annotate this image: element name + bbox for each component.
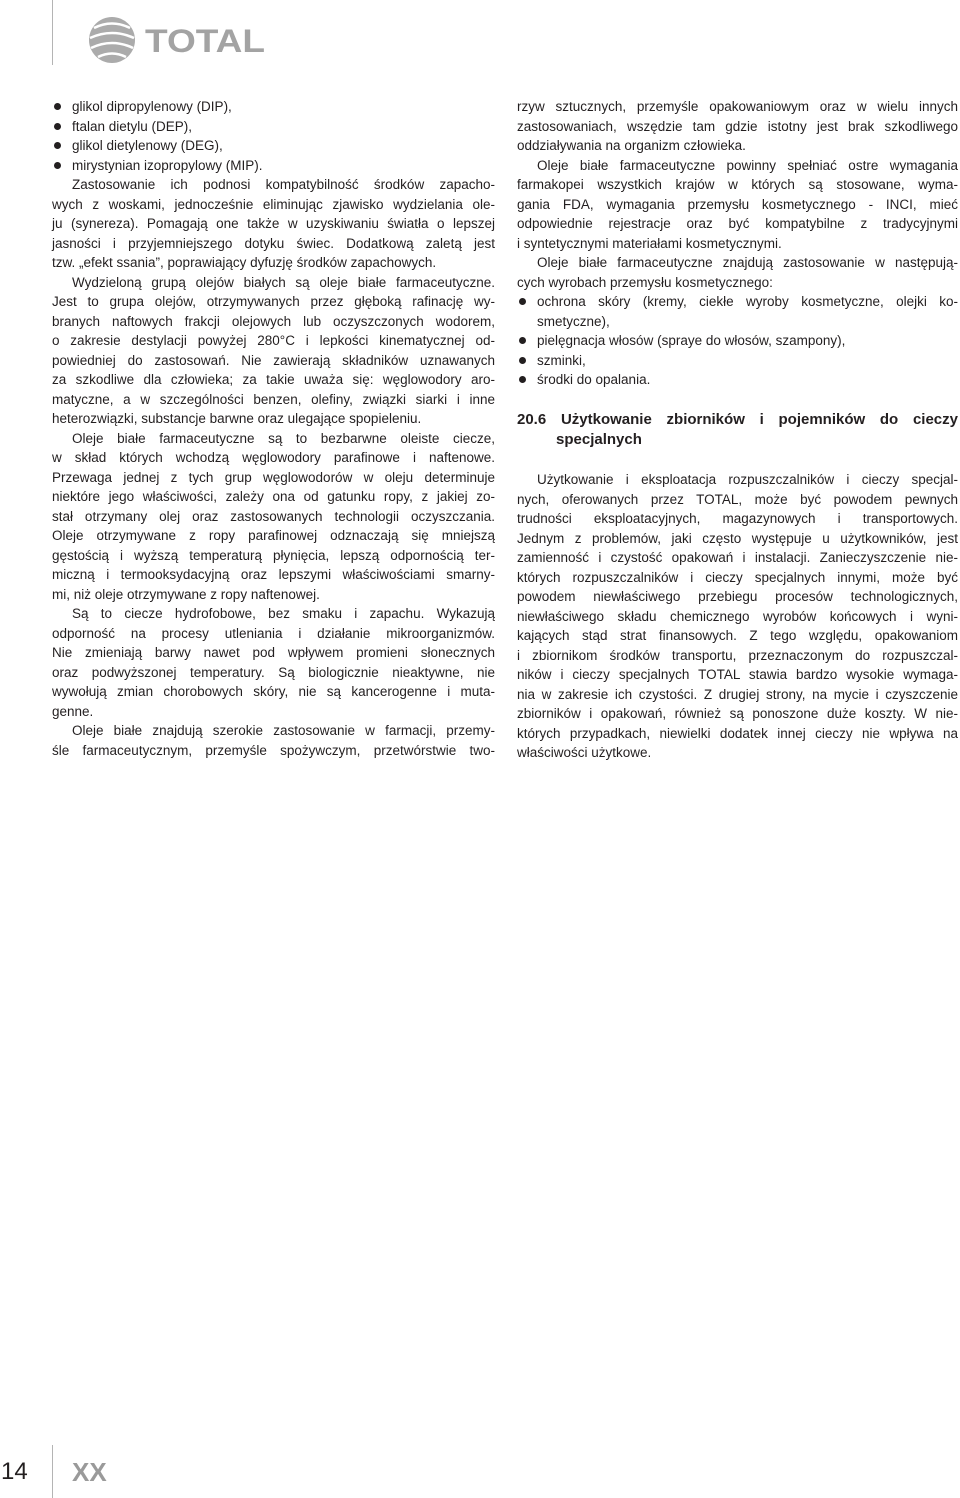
paragraph [517, 253, 958, 292]
text-line: i zbiornikom środków transportu, przeznaczonym do rozpuszczal- [517, 647, 958, 663]
bullet-item [517, 370, 958, 390]
section-code: XX [72, 1457, 107, 1487]
text-line: miczną i termooksydacyjną oraz lepszymi właściwościami smarny- [52, 567, 495, 582]
text-line: nych, oferowanych przez TOTAL, może być powodem pewnych [517, 491, 958, 507]
bullet-item [517, 292, 958, 331]
text-line: których rozpuszczalników i cieczy specjalnych innymi, może być [517, 569, 958, 585]
bullet-item [52, 136, 495, 156]
left-column [52, 97, 495, 760]
text-line: oraz podwyższonej temperatury. Są biologicznie nieaktywne, nie [52, 664, 495, 680]
section-heading-line-1 [517, 410, 958, 430]
section-heading [517, 410, 958, 450]
text-line: heterozwiązki, substancje barwne oraz ulegające spopieleniu. [52, 411, 422, 426]
total-logo [80, 14, 280, 70]
logo-wordmark: TOTAL [145, 23, 265, 59]
text-line: wych z woskami, jednocześnie eliminując zjawisko wydzielania ole- [52, 196, 495, 212]
text-line: Są to ciecze hydrofobowe, bez smaku i zapachu. Wykazują [72, 606, 495, 621]
text-line: gęstością i wyższą temperaturą płynięcia, lepszą odpornością ter- [52, 547, 495, 563]
text-line: stał otrzymany olej oraz zastosowanych technologii oczyszczania. [52, 508, 495, 524]
right-column [517, 97, 958, 763]
bullet-list [517, 292, 958, 390]
text-line: farmakopei wszystkich krajów w których są stosowane, wyma- [517, 177, 958, 192]
text-line: genne. [52, 703, 94, 719]
text-line: właściwości użytkowe. [517, 745, 652, 760]
paragraph [52, 273, 495, 429]
text-line: matyczne, a w szczególności benzen, olefiny, związki siarki i inne [52, 391, 495, 407]
text-line: odporność na procesy utleniania i działanie mikroorganizmów. [52, 625, 495, 641]
bullet-item [52, 97, 495, 117]
text-line: mi, niż oleje otrzymywane z ropy naftenowej. [52, 586, 320, 602]
text-line: Oleje białe farmaceutyczne znajdują zastosowanie w następują- [537, 255, 958, 270]
text-line: za szkodliwe dla człowieka; za takie uważa się: węglowodory aro- [52, 372, 495, 387]
text-line: ju (synereza). Pomagają one także w uzyskiwaniu światła o lepszej [52, 216, 495, 231]
bullet-item [52, 117, 495, 137]
text-line: smetyczne), [537, 313, 610, 329]
footer-divider [52, 1445, 53, 1498]
text-line: ftalan dietylu (DEP), [72, 118, 193, 134]
text-line: Wydzieloną grupą olejów białych są oleje białe farmaceutyczne. [72, 274, 495, 290]
section-paragraph [517, 470, 958, 763]
text-line: zastosowaniach, wszędzie tam gdzie istotny jest brak szkodliwego [517, 118, 958, 134]
paragraph-continuation [517, 97, 958, 156]
globe-emblem-icon [89, 17, 135, 63]
section-number: 20.6 [517, 411, 547, 428]
text-line: Oleje otrzymywane z ropy parafinowej odznaczają się mniejszą [52, 528, 495, 543]
text-line: niektóre jego właściwości, zależy ona od gatunku ropy, z jakiej zo- [52, 489, 495, 504]
bullet-item [517, 331, 958, 351]
text-line: cych wyrobach przemysłu kosmetycznego: [517, 274, 773, 290]
text-line: o zakresie destylacji powyżej 280°C i lepkości kinematycznej od- [52, 333, 495, 348]
text-line: rzyw sztucznych, przemyśle opakowaniowym oraz w wielu innych [517, 99, 958, 114]
text-line: glikol dipropylenowy (DIP), [72, 99, 232, 114]
text-line: gania FDA, wymagania przemysłu kosmetycznego - INCI, mieć [517, 196, 958, 212]
text-line: śle farmaceutycznym, przemyśle spożywczym, przetwórstwie two- [52, 742, 495, 758]
paragraph [52, 604, 495, 721]
text-line: ników i cieczy specjalnych TOTAL stawia bardzo wysokie wymaga- [517, 667, 958, 682]
header-divider [52, 0, 53, 65]
section-title-line-2: specjalnych [556, 431, 642, 448]
text-line: w skład których wchodzą węglowodory parafinowe i naftenowe. [52, 450, 495, 465]
paragraph [52, 175, 495, 273]
text-line: Przewaga jednej z tych grup węglowodorów w oleju determinuje [52, 469, 495, 485]
bullet-item [52, 156, 495, 176]
text-line: zbiorników i opakowań, również są ponoszone duże koszty. W nie- [517, 706, 958, 721]
text-line: Użytkowanie i eksploatacja rozpuszczalników i cieczy specjal- [537, 472, 958, 487]
text-line: niewłaściwego składu chemicznego wyrobów końcowych i wyni- [517, 608, 958, 624]
text-line: Nie zmieniają barwy nawet pod wpływem promieni słonecznych [52, 645, 495, 660]
text-line: tzw. „efekt ssania”, poprawiający dyfuzję środków zapachowych. [52, 255, 437, 270]
text-line: Oleje białe znajdują szerokie zastosowanie w farmacji, przemy- [72, 723, 495, 738]
page-number: 14 [1, 1458, 28, 1485]
text-line: trudności eksploatacyjnych, magazynowych i transportowych. [517, 511, 958, 526]
text-line: Jest to grupa olejów, otrzymywanych przez głęboką rafinację wy- [52, 294, 495, 309]
text-line: i syntetycznymi materiałami kosmetycznymi. [517, 235, 782, 251]
text-line: Oleje białe farmaceutyczne powinny spełniać ostre wymagania [537, 157, 958, 173]
text-line: glikol dietylenowy (DEG), [72, 138, 223, 153]
paragraph [517, 156, 958, 254]
text-line: powiedniej do zastosowań. Nie zawierają składników uznawanych [52, 352, 495, 368]
section-title-line-1: Użytkowanie zbiorników i pojemników do cieczy [560, 411, 958, 428]
text-line: zamienność i czystość opakowań i instalacji. Zanieczyszczenie nie- [517, 550, 958, 565]
bullet-item [517, 351, 958, 371]
text-line: odpowiednie rejestracje oraz być kompatybilne z tradycyjnymi [517, 216, 958, 231]
text-line: Oleje białe farmaceutyczne są to bezbarwne oleiste ciecze, [72, 430, 495, 446]
paragraph [52, 721, 495, 760]
text-line: ochrona skóry (kremy, ciekłe wyroby kosmetyczne, olejki ko- [537, 294, 958, 309]
text-line: nia w zakresie ich czystości. Z drugiej strony, na mycie i czyszczenie [517, 686, 958, 702]
text-line: powodem niewłaściwego przebiegu procesów technologicznych, [517, 589, 958, 604]
text-line: których przypadkach, niewielki dodatek innej cieczy nie wpływa na [517, 725, 958, 741]
text-line: branych naftowych frakcji olejowych lub oczyszczonych wodorem, [52, 313, 495, 329]
text-line: kających stąd strat finansowych. Z tego względu, opakowaniom [517, 628, 958, 643]
text-line: szminki, [537, 352, 586, 368]
text-line: wywołują zmian chorobowych skóry, nie są kancerogenne i muta- [52, 684, 495, 699]
bullet-list [52, 97, 495, 175]
text-line: mirystynian izopropylowy (MIP). [72, 157, 263, 173]
text-line: Jednym z problemów, jaki często występuje u użytkowników, jest [517, 530, 958, 546]
paragraph [52, 429, 495, 605]
text-line: Zastosowanie ich podnosi kompatybilność środków zapacho- [72, 177, 495, 192]
text-line: pielęgnacja włosów (spraye do włosów, szampony), [537, 333, 846, 348]
text-line: środki do opalania. [537, 372, 651, 387]
text-line: jasności i przyjemniejszego dotyku świec. Dodatkową zaletą jest [52, 235, 495, 251]
text-line: oddziaływania na organizm człowieka. [517, 138, 746, 153]
